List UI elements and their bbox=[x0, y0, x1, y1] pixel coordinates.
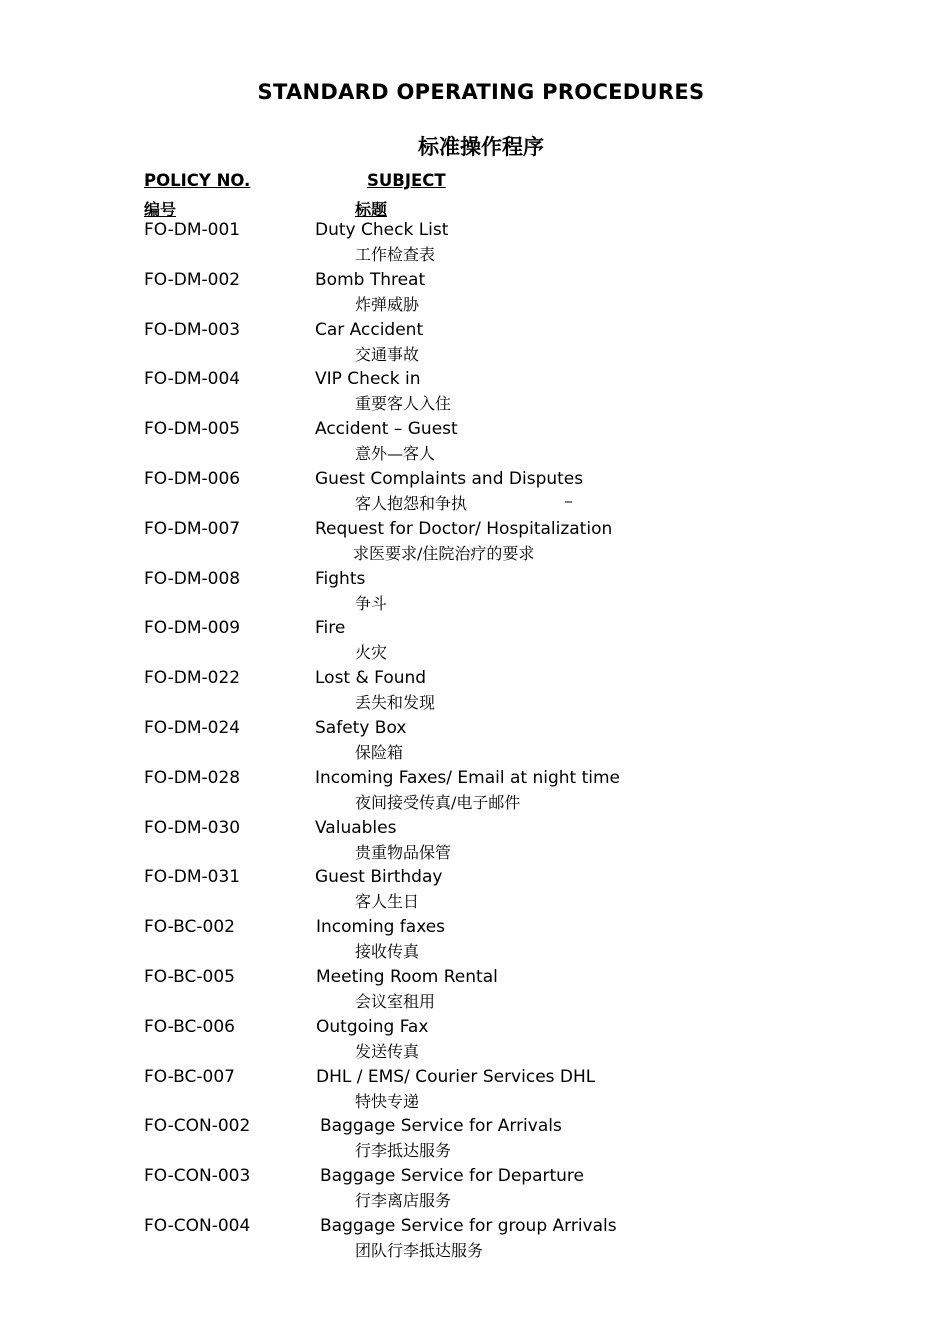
policy-code: FO-DM-007 bbox=[144, 518, 241, 539]
subject-text-chinese: 炸弹威胁 bbox=[355, 294, 420, 314]
procedure-row bbox=[0, 766, 950, 816]
subject-text: Fire bbox=[315, 618, 346, 639]
policy-code: FO-BC-006 bbox=[144, 1016, 235, 1037]
subject-text-chinese: 接收传真 bbox=[355, 942, 420, 962]
procedure-row bbox=[0, 1114, 950, 1164]
subject-text-chinese: 会议室租用 bbox=[355, 991, 436, 1011]
procedure-row bbox=[0, 666, 950, 716]
policy-code: FO-BC-007 bbox=[144, 1066, 235, 1087]
subject-text: Bomb Threat bbox=[315, 269, 426, 290]
procedure-row bbox=[0, 367, 950, 417]
policy-code: FO-DM-003 bbox=[144, 319, 241, 340]
subject-text: Valuables bbox=[315, 817, 397, 838]
subject-text-chinese: 贵重物品保管 bbox=[355, 842, 452, 862]
subject-text-chinese: 团队行李抵达服务 bbox=[355, 1240, 484, 1260]
subject-text-chinese: 夜间接受传真/电子邮件 bbox=[355, 792, 521, 812]
subject-text-chinese: 发送传真 bbox=[355, 1041, 420, 1061]
subject-text: Incoming faxes bbox=[316, 917, 446, 938]
procedure-row bbox=[0, 417, 950, 467]
subject-text-chinese: 行李离店服务 bbox=[355, 1191, 452, 1211]
procedure-row bbox=[0, 816, 950, 866]
subject-text: Fights bbox=[315, 568, 366, 589]
policy-code: FO-DM-005 bbox=[144, 419, 241, 440]
subject-text: Baggage Service for Arrivals bbox=[320, 1116, 562, 1137]
subject-text-chinese: 客人抱怨和争执 bbox=[355, 493, 468, 513]
procedure-row bbox=[0, 1164, 950, 1214]
subject-text-chinese: 工作检查表 bbox=[355, 245, 436, 264]
subject-text: VIP Check in bbox=[315, 369, 421, 390]
policy-code: FO-DM-028 bbox=[144, 767, 241, 788]
procedure-row bbox=[0, 467, 950, 517]
policy-code: FO-DM-022 bbox=[144, 668, 241, 689]
subject-text: Meeting Room Rental bbox=[316, 966, 498, 987]
procedure-row bbox=[0, 716, 950, 766]
subject-text: Request for Doctor/ Hospitalization bbox=[315, 518, 613, 539]
document-title: STANDARD OPERATING PROCEDURES bbox=[257, 80, 705, 104]
policy-code: FO-DM-006 bbox=[144, 468, 241, 489]
subject-text: Guest Complaints and Disputes bbox=[315, 468, 584, 489]
subject-text-chinese: 客人生日 bbox=[355, 892, 420, 912]
subject-text-chinese: 意外—客人 bbox=[355, 444, 436, 464]
procedure-row bbox=[0, 616, 950, 666]
policy-no-header-chinese: 编号 bbox=[144, 200, 177, 219]
procedure-row bbox=[0, 318, 950, 368]
document-title-chinese: 标准操作程序 bbox=[418, 134, 544, 159]
subject-text: Incoming Faxes/ Email at night time bbox=[315, 767, 621, 788]
subject-text-chinese: 特快专递 bbox=[355, 1091, 420, 1111]
subject-text: Safety Box bbox=[315, 717, 407, 738]
procedure-row bbox=[0, 517, 950, 567]
procedure-list bbox=[0, 218, 950, 1264]
policy-code: FO-BC-005 bbox=[144, 966, 235, 987]
subject-text-chinese: 火灾 bbox=[355, 643, 388, 663]
subject-text-chinese: 保险箱 bbox=[355, 742, 404, 762]
policy-code: FO-BC-002 bbox=[144, 917, 235, 938]
procedure-row bbox=[0, 915, 950, 965]
subject-text-chinese: 丢失和发现 bbox=[355, 693, 436, 713]
procedure-row bbox=[0, 218, 950, 268]
procedure-row bbox=[0, 1065, 950, 1115]
procedure-row bbox=[0, 567, 950, 617]
subject-text: Baggage Service for group Arrivals bbox=[320, 1215, 617, 1236]
subject-text-chinese: 重要客人入住 bbox=[355, 394, 452, 414]
stray-underscore: _ bbox=[565, 486, 572, 503]
subject-text-chinese: 求医要求/住院治疗的要求 bbox=[353, 543, 535, 563]
procedure-row bbox=[0, 1214, 950, 1264]
policy-code: FO-CON-002 bbox=[144, 1116, 251, 1137]
subject-header-chinese: 标题 bbox=[355, 200, 388, 219]
procedure-row bbox=[0, 965, 950, 1015]
subject-text: Accident – Guest bbox=[315, 419, 458, 440]
subject-text: Baggage Service for Departure bbox=[320, 1166, 585, 1187]
policy-code: FO-DM-002 bbox=[144, 269, 241, 290]
subject-text: Outgoing Fax bbox=[316, 1016, 429, 1037]
subject-text: Guest Birthday bbox=[315, 867, 443, 888]
procedure-row bbox=[0, 865, 950, 915]
policy-code: FO-DM-001 bbox=[144, 220, 241, 240]
policy-code: FO-CON-003 bbox=[144, 1166, 251, 1187]
policy-code: FO-DM-009 bbox=[144, 618, 241, 639]
policy-code: FO-CON-004 bbox=[144, 1215, 251, 1236]
policy-code: FO-DM-008 bbox=[144, 568, 241, 589]
policy-code: FO-DM-030 bbox=[144, 817, 241, 838]
subject-text: Lost & Found bbox=[315, 668, 427, 689]
subject-text: DHL / EMS/ Courier Services DHL bbox=[316, 1066, 596, 1087]
subject-text-chinese: 行李抵达服务 bbox=[355, 1141, 452, 1161]
policy-code: FO-DM-024 bbox=[144, 717, 241, 738]
subject-header: SUBJECT bbox=[367, 171, 446, 190]
policy-code: FO-DM-031 bbox=[144, 867, 241, 888]
procedure-row bbox=[0, 1015, 950, 1065]
subject-text-chinese: 交通事故 bbox=[355, 344, 420, 364]
policy-no-header: POLICY NO. bbox=[144, 171, 251, 190]
procedure-row bbox=[0, 268, 950, 318]
policy-code: FO-DM-004 bbox=[144, 369, 241, 390]
subject-text: Car Accident bbox=[315, 319, 424, 340]
subject-text-chinese: 争斗 bbox=[355, 593, 388, 613]
subject-text: Duty Check List bbox=[315, 220, 449, 240]
